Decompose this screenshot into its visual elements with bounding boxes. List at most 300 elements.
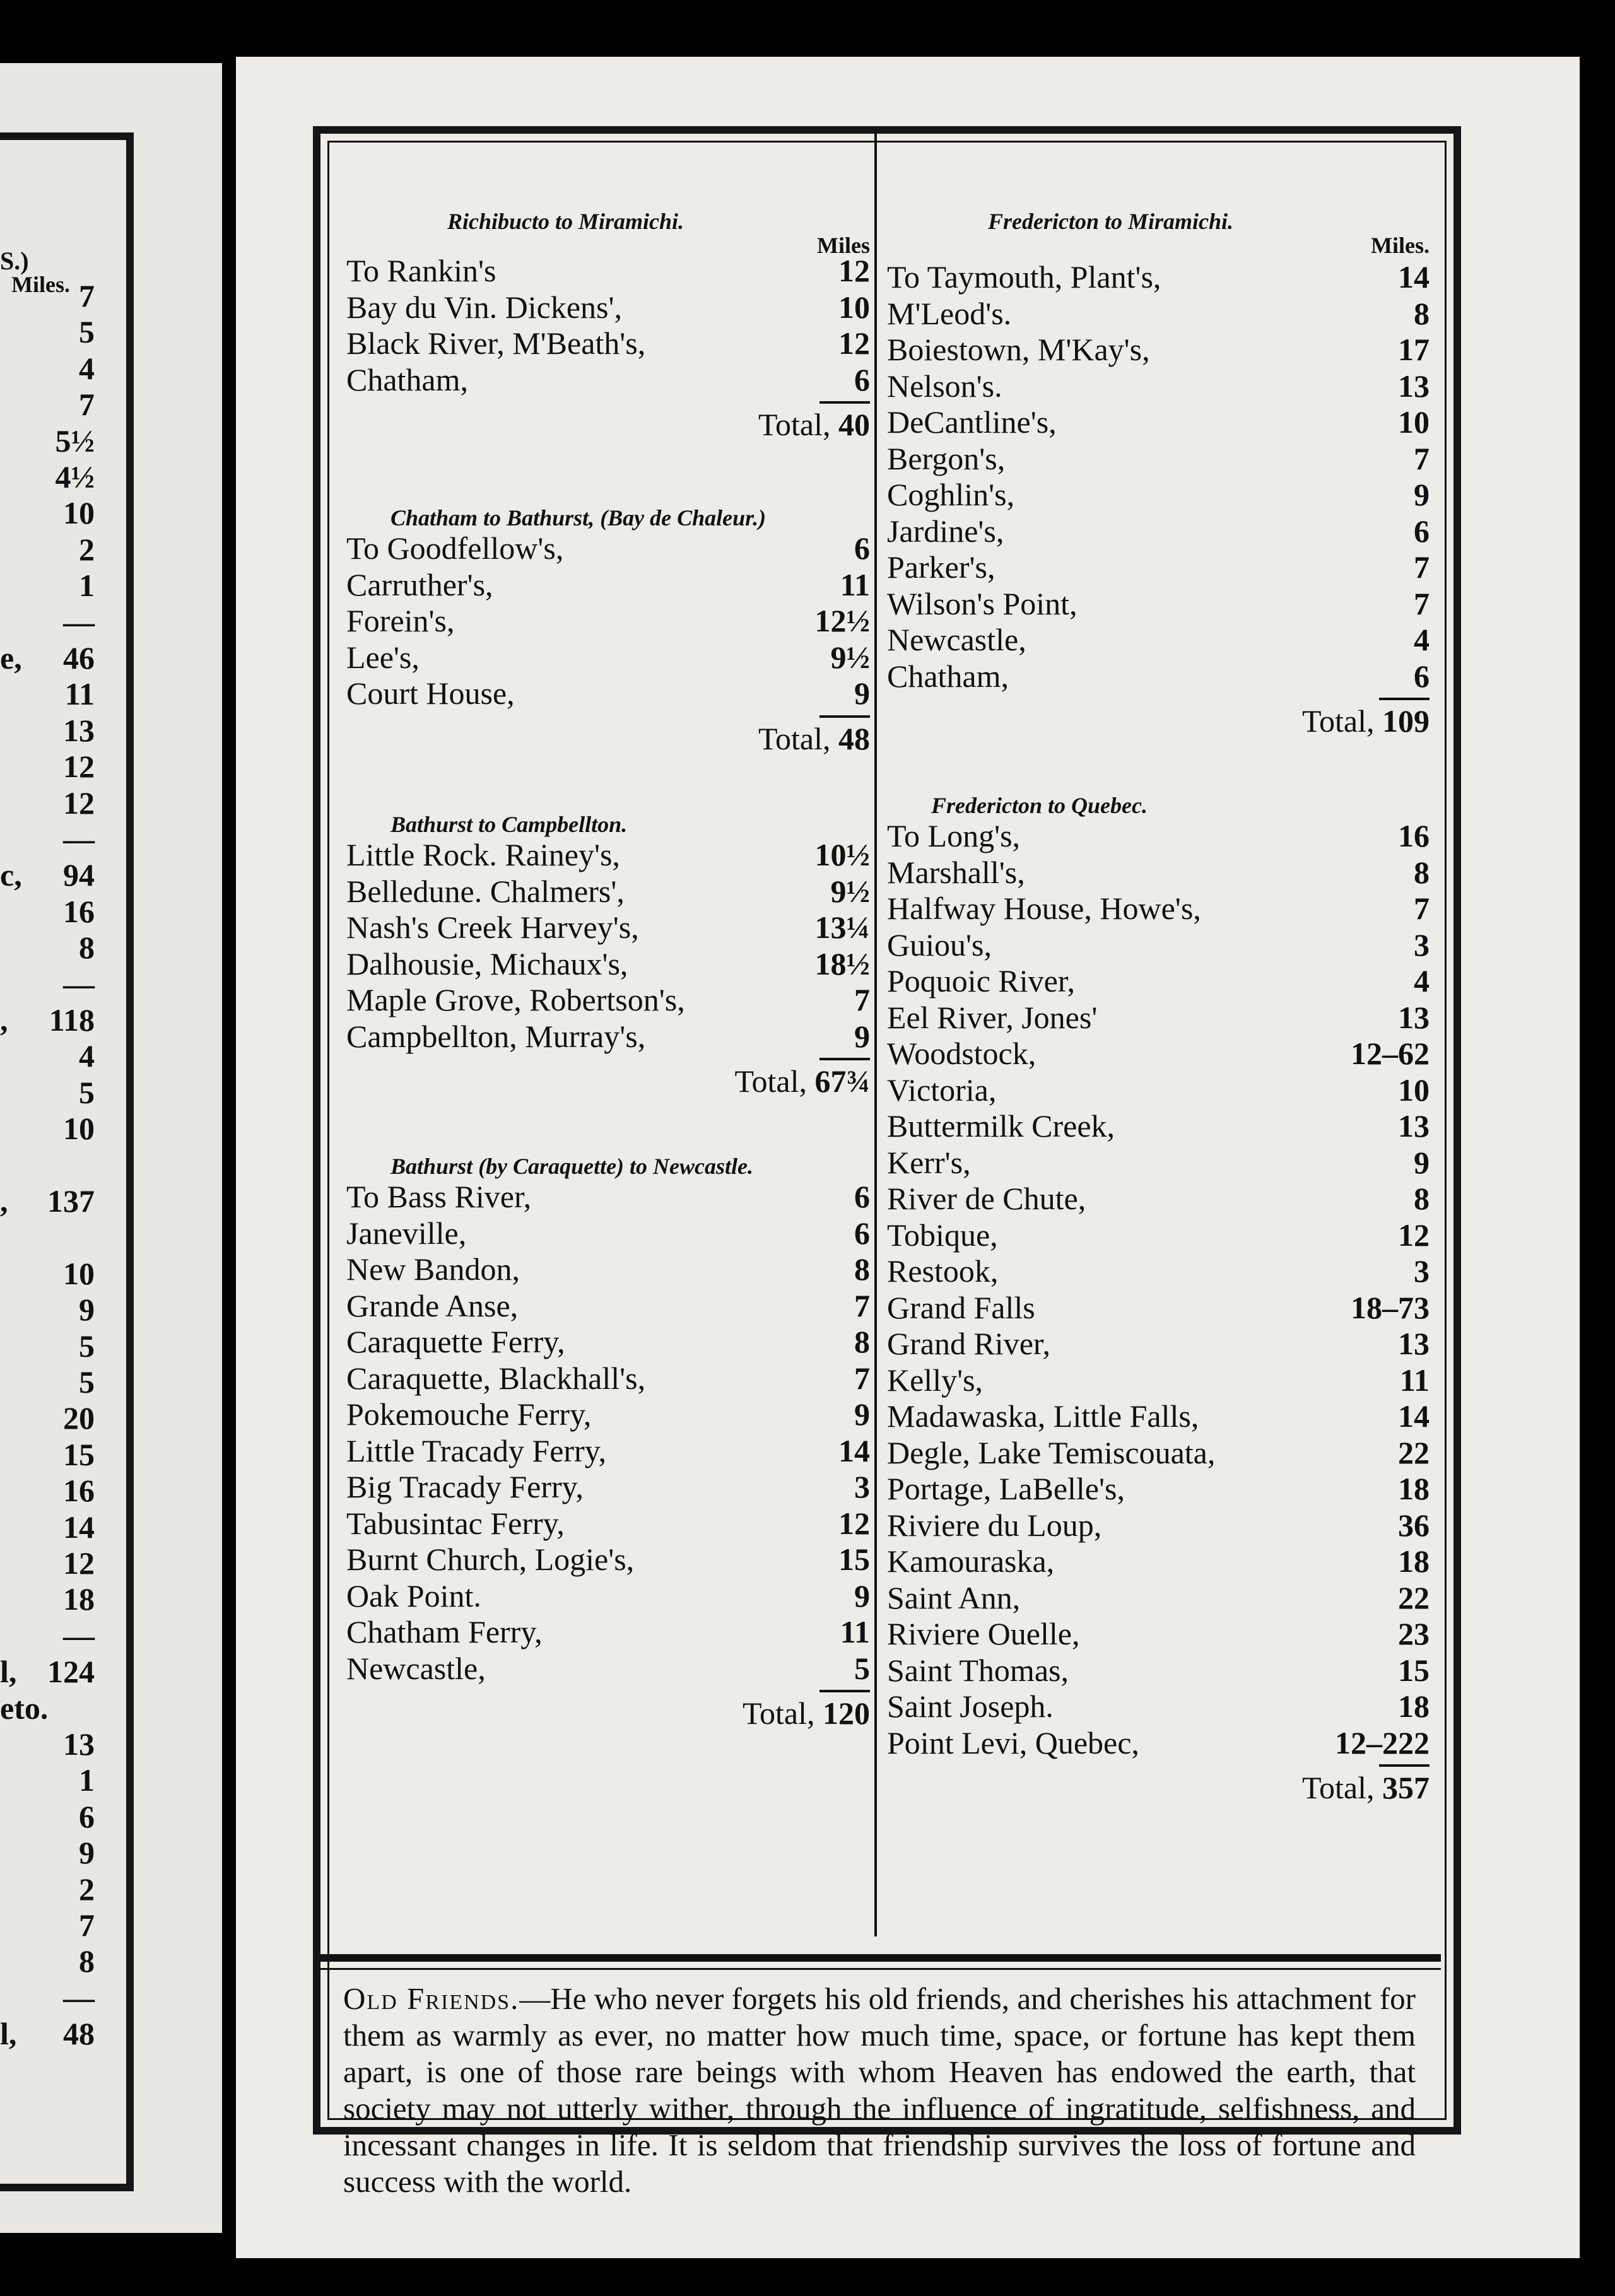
route-place: Riviere Ouelle, <box>887 1616 1080 1651</box>
route-row <box>887 1289 1430 1326</box>
route-place: Black River, M'Beath's, <box>346 325 646 361</box>
route-miles: 9 <box>1414 1144 1430 1180</box>
total-rule <box>819 1690 870 1692</box>
route-heading: Richibucto to Miramichi. <box>447 209 684 234</box>
route-miles: 10 <box>1398 404 1430 440</box>
route-miles: 4 <box>1414 963 1430 999</box>
route-place: To Long's, <box>887 818 1021 853</box>
adjacent-row <box>0 929 95 966</box>
page <box>236 57 1580 2258</box>
route-miles: 7 <box>1414 549 1430 585</box>
route-row <box>346 1432 870 1469</box>
route-heading: Chatham to Bathurst, (Bay de Chaleur.) <box>391 505 766 530</box>
route-miles: 3 <box>854 1469 870 1504</box>
adjacent-row-value: 13 <box>63 712 95 748</box>
section-total <box>758 406 870 443</box>
route-row <box>887 854 1430 891</box>
route-miles: 12–62 <box>1351 1036 1430 1071</box>
route-place: Grand Falls <box>887 1289 1035 1325</box>
adjacent-row <box>0 1907 95 1943</box>
adjacent-row-value: 1 <box>79 1762 95 1798</box>
route-row <box>887 963 1430 999</box>
route-miles: 7 <box>854 1360 870 1396</box>
adjacent-row-value: — <box>63 1979 95 2015</box>
route-place: Wilson's Point, <box>887 585 1078 621</box>
adjacent-row <box>0 1581 95 1617</box>
route-place: Big Tracady Ferry, <box>346 1469 584 1504</box>
route-place: Saint Thomas, <box>887 1652 1069 1688</box>
adjacent-row-value: 8 <box>79 1943 95 1979</box>
adjacent-row-label: , <box>0 1002 8 1038</box>
total-value: 40 <box>838 407 870 442</box>
route-row <box>346 873 870 910</box>
route-row <box>346 1215 870 1251</box>
route-row <box>887 658 1430 694</box>
adjacent-row-value: 46 <box>63 640 95 676</box>
adjacent-row-value: 16 <box>63 1473 95 1509</box>
route-miles: 7 <box>1414 891 1430 926</box>
route-row <box>887 585 1430 622</box>
route-row <box>887 1615 1430 1652</box>
route-row <box>887 1325 1430 1362</box>
route-place: Caraquette, Blackhall's, <box>346 1360 646 1396</box>
route-place: DeCantline's, <box>887 404 1057 440</box>
adjacent-row <box>0 857 95 893</box>
route-row <box>887 549 1430 585</box>
adjacent-row-label: c, <box>0 857 22 893</box>
route-heading: Fredericton to Quebec. <box>931 793 1148 818</box>
route-place: Court House, <box>346 676 515 711</box>
route-row <box>887 817 1430 854</box>
route-row <box>887 1543 1430 1579</box>
route-miles: 36 <box>1398 1507 1430 1543</box>
route-miles: 9½ <box>830 639 870 675</box>
route-row <box>887 1253 1430 1289</box>
route-place: Parker's, <box>887 549 995 585</box>
route-miles: 16 <box>1398 818 1430 853</box>
total-rule <box>819 1058 870 1060</box>
adjacent-row <box>0 1400 95 1436</box>
total-value: 109 <box>1382 703 1430 739</box>
route-heading: Bathurst (by Caraquette) to Newcastle. <box>391 1154 753 1179</box>
adjacent-row <box>0 712 95 749</box>
route-miles: 6 <box>854 361 870 397</box>
adjacent-row-value: — <box>63 821 95 857</box>
route-miles: 11 <box>840 566 870 602</box>
route-row <box>346 325 870 361</box>
route-miles: 15 <box>1398 1652 1430 1688</box>
route-miles: 13 <box>1398 1326 1430 1361</box>
route-row <box>346 1287 870 1324</box>
route-place: Chatham Ferry, <box>346 1614 543 1649</box>
old-friends-paragraph <box>343 1981 1416 2200</box>
route-place: Chatham, <box>346 361 469 397</box>
route-row <box>887 1507 1430 1543</box>
route-row <box>887 259 1430 295</box>
route-place: New Bandon, <box>346 1251 520 1287</box>
route-row <box>887 368 1430 404</box>
route-row <box>887 1434 1430 1471</box>
route-miles: 23 <box>1398 1616 1430 1651</box>
route-miles: 15 <box>838 1542 870 1577</box>
adjacent-row-value: 12 <box>63 785 95 821</box>
route-miles: 6 <box>1414 658 1430 694</box>
route-miles: 4 <box>1414 622 1430 657</box>
route-row <box>887 1180 1430 1217</box>
route-place: Tobique, <box>887 1217 998 1253</box>
route-miles: 8 <box>1414 854 1430 890</box>
adjacent-row-value: 10 <box>63 495 95 531</box>
adjacent-row-value: 8 <box>79 930 95 966</box>
route-row <box>346 639 870 676</box>
route-place: Eel River, Jones' <box>887 999 1098 1035</box>
section-total <box>1302 703 1430 739</box>
route-row <box>887 621 1430 658</box>
route-row <box>346 1178 870 1215</box>
route-row <box>887 890 1430 927</box>
total-value: 120 <box>823 1696 870 1731</box>
route-row <box>887 1652 1430 1689</box>
route-row <box>887 927 1430 963</box>
route-row <box>346 1650 870 1687</box>
adjacent-row <box>0 278 95 314</box>
adjacent-row <box>0 1291 95 1328</box>
adjacent-row-value: 7 <box>79 278 95 313</box>
route-miles: 14 <box>1398 259 1430 295</box>
route-heading: Bathurst to Campbellton. <box>391 812 628 837</box>
route-row <box>887 1108 1430 1144</box>
section-divider-thin <box>320 1968 1441 1970</box>
adjacent-row-value: 6 <box>79 1798 95 1834</box>
route-row <box>887 1072 1430 1108</box>
route-row <box>346 1360 870 1397</box>
adjacent-row-label: l, <box>0 1654 17 1690</box>
route-miles: 3 <box>1414 1253 1430 1289</box>
adjacent-row <box>0 1834 95 1871</box>
adjacent-row <box>0 1219 95 1255</box>
adjacent-row-value: — <box>63 604 95 640</box>
adjacent-row <box>0 531 95 568</box>
route-row <box>346 1578 870 1614</box>
route-place: Halfway House, Howe's, <box>887 891 1201 926</box>
route-miles: 8 <box>854 1324 870 1359</box>
route-place: Tabusintac Ferry, <box>346 1505 565 1541</box>
adjacent-row <box>0 748 95 785</box>
route-row <box>346 1614 870 1650</box>
route-place: Poquoic River, <box>887 963 1075 999</box>
route-miles: 6 <box>854 1215 870 1251</box>
adjacent-row-value: 5 <box>79 1328 95 1364</box>
adjacent-row-value: 7 <box>79 387 95 423</box>
route-place: Degle, Lake Temiscouata, <box>887 1434 1216 1470</box>
route-row <box>346 675 870 712</box>
adjacent-row <box>0 1364 95 1400</box>
route-miles: 7 <box>1414 440 1430 476</box>
route-place: Riviere du Loup, <box>887 1507 1102 1543</box>
route-place: Little Tracady Ferry, <box>346 1432 606 1468</box>
adjacent-row <box>0 893 95 930</box>
route-place: To Bass River, <box>346 1179 532 1214</box>
route-row <box>346 1251 870 1287</box>
route-miles: 9 <box>854 1018 870 1054</box>
route-row <box>887 1144 1430 1181</box>
route-row <box>887 1362 1430 1398</box>
route-row <box>887 1470 1430 1507</box>
route-place: Lee's, <box>346 639 420 675</box>
adjacent-row-value: 16 <box>63 893 95 929</box>
route-miles: 14 <box>838 1432 870 1468</box>
route-row <box>887 476 1430 513</box>
route-miles: 18½ <box>814 946 870 981</box>
miles-header: Miles <box>817 233 870 258</box>
route-row <box>346 981 870 1018</box>
route-place: To Goodfellow's, <box>346 530 564 566</box>
adjacent-row-value: 12 <box>63 749 95 785</box>
total-label: Total, <box>1301 1770 1375 1805</box>
route-miles: 18–73 <box>1351 1289 1430 1325</box>
route-miles: 18 <box>1398 1543 1430 1579</box>
route-place: Carruther's, <box>346 566 493 602</box>
route-row <box>346 252 870 289</box>
route-row <box>346 530 870 566</box>
route-row <box>346 361 870 398</box>
adjacent-row <box>0 1038 95 1074</box>
route-miles: 6 <box>854 1179 870 1214</box>
adjacent-row <box>0 1436 95 1473</box>
adjacent-row <box>0 1545 95 1581</box>
route-place: Buttermilk Creek, <box>887 1108 1115 1144</box>
adjacent-row <box>0 495 95 531</box>
route-row <box>346 1505 870 1542</box>
route-place: Nelson's. <box>887 368 1002 404</box>
adjacent-page-fragment <box>0 63 222 2233</box>
route-place: Belledune. Chalmers', <box>346 873 625 909</box>
route-miles: 8 <box>1414 1181 1430 1216</box>
route-place: Newcastle, <box>346 1650 486 1686</box>
adjacent-row-value: 2 <box>79 1871 95 1907</box>
route-row <box>346 566 870 603</box>
route-place: Saint Joseph. <box>887 1689 1054 1724</box>
route-miles: 8 <box>854 1251 870 1287</box>
route-miles: 12 <box>838 1505 870 1541</box>
adjacent-row <box>0 676 95 712</box>
route-place: Burnt Church, Logie's, <box>346 1542 635 1577</box>
adjacent-row <box>0 1110 95 1147</box>
route-place: Woodstock, <box>887 1036 1037 1071</box>
total-rule <box>1379 1764 1430 1767</box>
adjacent-row-value: — <box>63 966 95 1002</box>
total-label: Total, <box>734 1063 807 1099</box>
adjacent-row-label: eto. <box>0 1690 49 1726</box>
route-row <box>887 513 1430 549</box>
route-row <box>346 1323 870 1360</box>
route-place: Newcastle, <box>887 622 1026 657</box>
adjacent-row <box>0 1871 95 1907</box>
route-miles: 18 <box>1398 1471 1430 1506</box>
adjacent-row-label: l, <box>0 2016 17 2052</box>
route-row <box>887 1217 1430 1253</box>
adjacent-row <box>0 1328 95 1364</box>
route-place: Victoria, <box>887 1072 997 1108</box>
adjacent-row <box>0 1002 95 1038</box>
column-divider <box>874 132 877 1936</box>
route-miles: 10 <box>838 289 870 325</box>
adjacent-row <box>0 1798 95 1835</box>
page-gutter <box>222 57 236 2264</box>
total-value: 67¾ <box>814 1063 870 1099</box>
adjacent-row <box>0 1509 95 1545</box>
route-miles: 11 <box>1399 1362 1430 1398</box>
route-place: Grand River, <box>887 1326 1051 1361</box>
route-row <box>346 836 870 873</box>
route-miles: 9 <box>1414 477 1430 512</box>
adjacent-row-value: 118 <box>49 1002 95 1038</box>
route-place: Boiestown, M'Kay's, <box>887 332 1150 367</box>
total-label: Total, <box>742 1696 815 1731</box>
route-miles: 22 <box>1398 1579 1430 1615</box>
adjacent-row <box>0 640 95 676</box>
total-label: Total, <box>1301 703 1375 739</box>
route-row <box>887 295 1430 332</box>
route-row <box>887 1398 1430 1434</box>
adjacent-row <box>0 1726 95 1762</box>
route-row <box>887 440 1430 477</box>
route-miles: 12 <box>838 253 870 288</box>
section-divider-thick <box>320 1954 1441 1962</box>
route-miles: 14 <box>1398 1398 1430 1434</box>
total-value: 48 <box>838 720 870 756</box>
adjacent-row-value: 4½ <box>55 459 95 495</box>
route-miles: 22 <box>1398 1434 1430 1470</box>
route-miles: 12 <box>1398 1217 1430 1253</box>
adjacent-row <box>0 2015 95 2052</box>
route-miles: 12–222 <box>1335 1725 1430 1760</box>
route-row <box>346 1541 870 1578</box>
route-place: Saint Ann, <box>887 1579 1021 1615</box>
route-miles: 9½ <box>830 873 870 909</box>
route-place: To Rankin's <box>346 253 496 288</box>
route-row <box>346 289 870 325</box>
total-rule <box>1379 698 1430 700</box>
route-place: Bay du Vin. Dickens', <box>346 289 622 325</box>
adjacent-row-value: 94 <box>63 857 95 893</box>
route-miles: 6 <box>1414 513 1430 549</box>
adjacent-row <box>0 313 95 350</box>
adjacent-row <box>0 567 95 604</box>
adjacent-row <box>0 785 95 821</box>
route-place: River de Chute, <box>887 1181 1086 1216</box>
route-place: Restook, <box>887 1253 999 1289</box>
route-row <box>346 1018 870 1055</box>
route-place: Grande Anse, <box>346 1287 519 1323</box>
adjacent-row-value: 14 <box>63 1509 95 1545</box>
adjacent-row-value: 124 <box>47 1654 95 1690</box>
route-row <box>887 1035 1430 1072</box>
adjacent-row-value: 15 <box>63 1436 95 1472</box>
route-place: Bergon's, <box>887 440 1006 476</box>
route-miles: 13¼ <box>814 910 870 945</box>
adjacent-row-value: 5½ <box>55 423 95 459</box>
route-miles: 8 <box>1414 295 1430 331</box>
total-rule <box>819 401 870 404</box>
route-miles: 3 <box>1414 927 1430 963</box>
route-row <box>346 1468 870 1505</box>
route-miles: 11 <box>840 1614 870 1649</box>
adjacent-row-label: , <box>0 1183 8 1219</box>
adjacent-row-value: 1 <box>79 568 95 604</box>
route-row <box>887 999 1430 1036</box>
adjacent-row <box>0 1617 95 1654</box>
route-miles: 12 <box>838 325 870 361</box>
adjacent-row-value: 11 <box>64 676 95 712</box>
adjacent-row-value: 9 <box>79 1835 95 1871</box>
adjacent-row <box>0 1690 95 1726</box>
adjacent-row <box>0 1943 95 1979</box>
total-label: Total, <box>758 407 831 442</box>
route-row <box>346 909 870 946</box>
adjacent-row-value: — <box>63 1617 95 1653</box>
route-place: Kelly's, <box>887 1362 984 1398</box>
adjacent-row-value: 4 <box>79 350 95 386</box>
adjacent-row-value: 2 <box>79 531 95 567</box>
adjacent-row <box>0 1147 95 1183</box>
route-place: Point Levi, Quebec, <box>887 1725 1139 1760</box>
total-rule <box>819 715 870 718</box>
adjacent-row <box>0 821 95 857</box>
route-row <box>346 602 870 639</box>
route-miles: 6 <box>854 530 870 566</box>
adjacent-row <box>0 966 95 1002</box>
adjacent-row <box>0 1255 95 1292</box>
route-heading: Fredericton to Miramichi. <box>988 209 1234 234</box>
route-miles: 17 <box>1398 332 1430 367</box>
adjacent-row <box>0 604 95 640</box>
route-place: Coghlin's, <box>887 477 1015 512</box>
adjacent-row <box>0 1979 95 2016</box>
adjacent-row-label: e, <box>0 640 22 676</box>
route-row <box>887 331 1430 368</box>
route-place: Maple Grove, Robertson's, <box>346 982 685 1017</box>
adjacent-row-value: 5 <box>79 314 95 350</box>
route-place: Dalhousie, Michaux's, <box>346 946 628 981</box>
route-row <box>887 1579 1430 1616</box>
route-place: Kerr's, <box>887 1144 971 1180</box>
paragraph-lead: Old Friends. <box>343 1981 520 2016</box>
adjacent-row <box>0 386 95 423</box>
route-place: Marshall's, <box>887 854 1025 890</box>
route-place: Portage, LaBelle's, <box>887 1471 1125 1506</box>
adjacent-row-value: 5 <box>79 1364 95 1400</box>
adjacent-row <box>0 423 95 459</box>
route-miles: 13 <box>1398 368 1430 404</box>
adjacent-page-miles-label: Miles. <box>11 272 70 297</box>
route-place: Forein's, <box>346 603 455 638</box>
adjacent-row-value: 18 <box>63 1581 95 1617</box>
route-place: Campbellton, Murray's, <box>346 1018 646 1054</box>
adjacent-row-value: 12 <box>63 1545 95 1581</box>
adjacent-row-value: 13 <box>63 1726 95 1762</box>
route-miles: 5 <box>854 1650 870 1686</box>
adjacent-row <box>0 1183 95 1219</box>
route-miles: 13 <box>1398 999 1430 1035</box>
route-miles: 7 <box>1414 585 1430 621</box>
route-miles: 10 <box>1398 1072 1430 1108</box>
route-row <box>887 1725 1430 1761</box>
adjacent-row-value: 9 <box>79 1292 95 1328</box>
route-place: Oak Point. <box>346 1578 481 1614</box>
adjacent-row <box>0 1472 95 1509</box>
adjacent-row-value: 7 <box>79 1907 95 1943</box>
